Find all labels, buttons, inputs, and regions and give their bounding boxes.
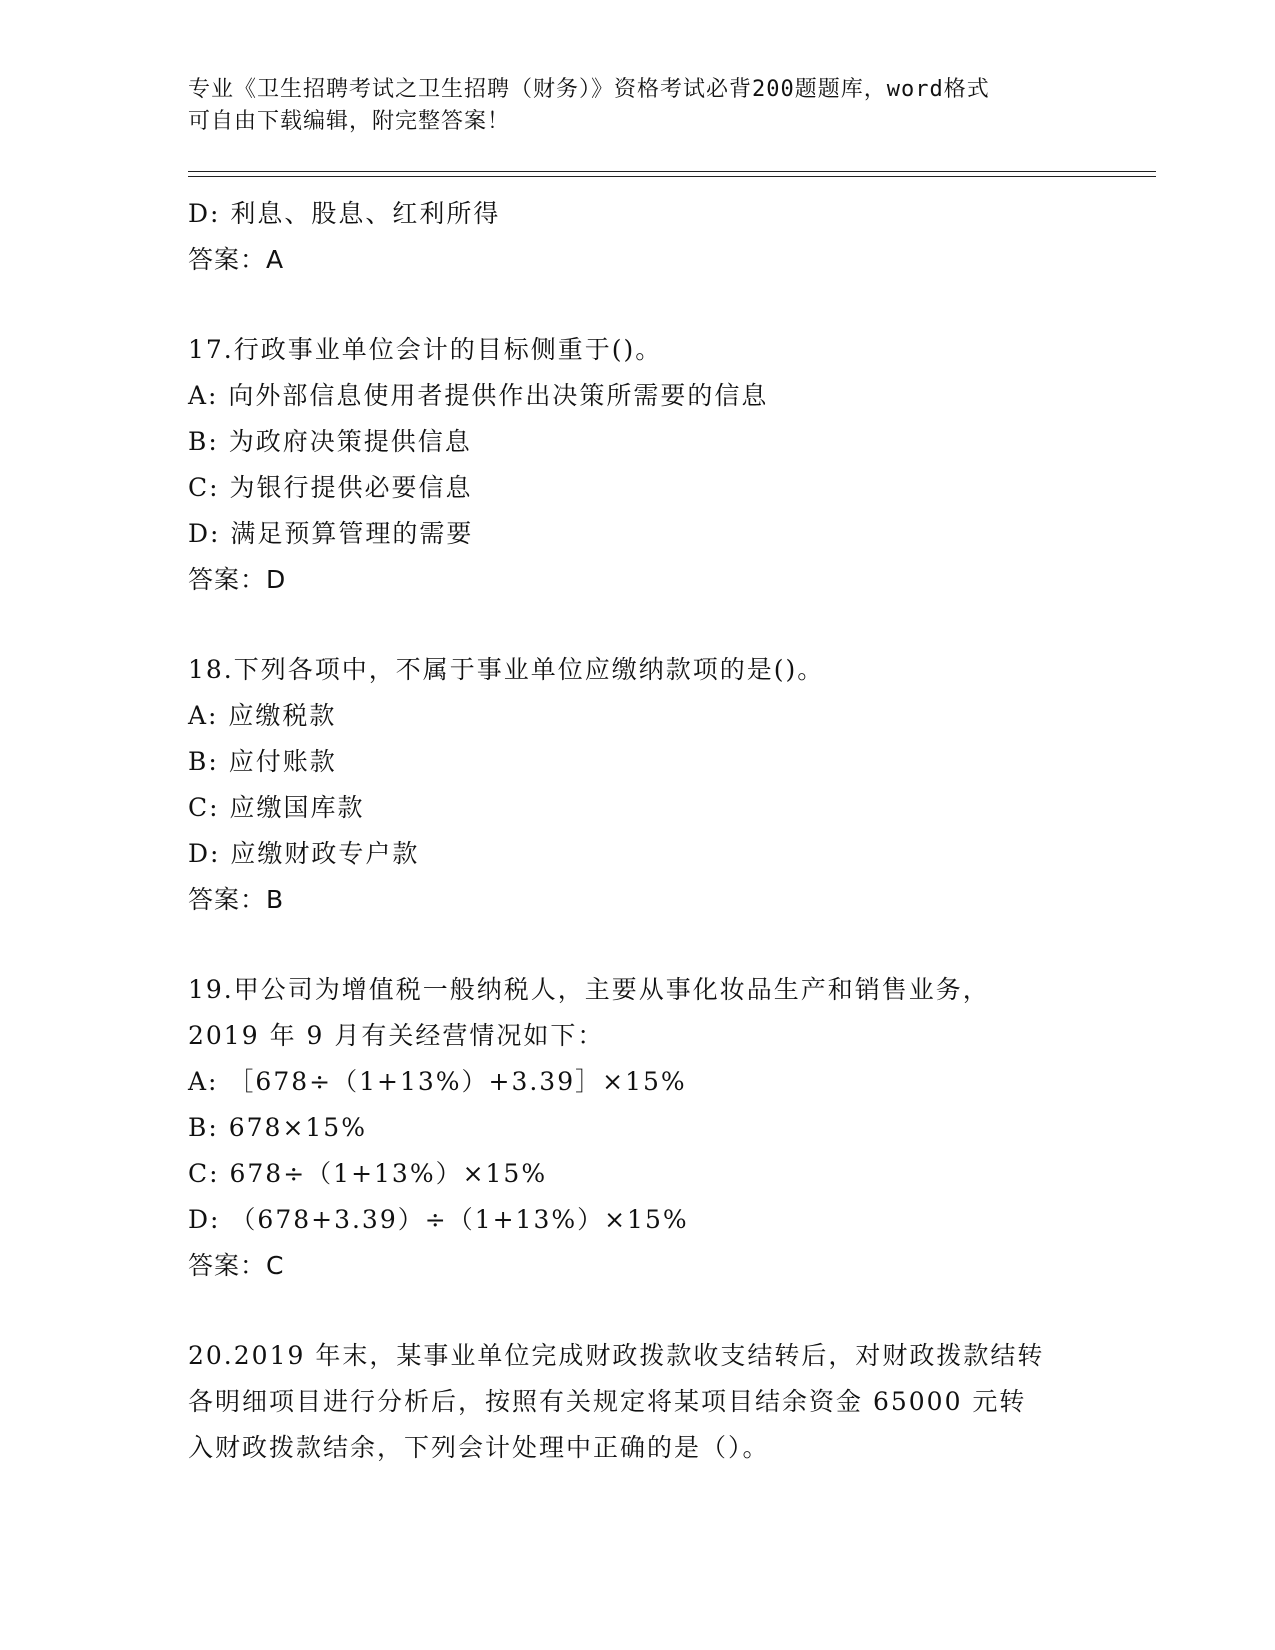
header-title-line-1: 专业《卫生招聘考试之卫生招聘（财务）》资格考试必背200题题库，word格式: [188, 77, 990, 102]
question-stem-line-1: 19.甲公司为增值税一般纳税人，主要从事化妆品生产和销售业务，: [188, 975, 990, 1004]
option-a: A: ［678÷（1+13%）+3.39］×15%: [188, 1067, 687, 1096]
question-19: [188, 967, 1088, 1289]
option-c: C: 为银行提供必要信息: [188, 473, 473, 502]
question-stem: 17.行政事业单位会计的目标侧重于()。: [188, 335, 663, 364]
question-stem-line-3: 入财政拨款结余，下列会计处理中正确的是（）。: [188, 1433, 770, 1462]
header-divider-bottom: [188, 176, 1156, 177]
prev-answer: 答案：A: [188, 245, 285, 274]
answer: 答案：D: [188, 565, 287, 594]
question-18: [188, 647, 1088, 923]
option-b: B: 应付账款: [188, 747, 337, 776]
option-c: C: 678÷（1+13%）×15%: [188, 1159, 548, 1188]
question-stem-line-2: 各明细项目进行分析后，按照有关规定将某项目结余资金 65000 元转: [188, 1387, 1027, 1416]
option-a: A: 应缴税款: [188, 701, 337, 730]
question-stem-line-2: 2019 年 9 月有关经营情况如下：: [188, 1021, 605, 1050]
prev-option-d: D: 利息、股息、红利所得: [188, 199, 501, 228]
option-b: B: 为政府决策提供信息: [188, 427, 472, 456]
question-17: [188, 327, 1088, 603]
answer: 答案：C: [188, 1251, 285, 1280]
option-c: C: 应缴国库款: [188, 793, 365, 822]
question-stem-line-1: 20.2019 年末，某事业单位完成财政拨款收支结转后，对财政拨款结转: [188, 1341, 1045, 1370]
option-d: D: 满足预算管理的需要: [188, 519, 474, 548]
question-stem: 18.下列各项中，不属于事业单位应缴纳款项的是()。: [188, 655, 825, 684]
header-title-line-2: 可自由下载编辑，附完整答案！: [188, 109, 511, 134]
option-d: D: 应缴财政专户款: [188, 839, 420, 868]
document-header: [188, 74, 1088, 138]
option-a: A: 向外部信息使用者提供作出决策所需要的信息: [188, 381, 769, 410]
question-20: [188, 1333, 1088, 1471]
answer: 答案：B: [188, 885, 285, 914]
header-divider-top: [188, 171, 1156, 172]
option-d: D: （678+3.39）÷（1+13%）×15%: [188, 1205, 689, 1234]
option-b: B: 678×15%: [188, 1113, 367, 1142]
question-list: [188, 191, 1088, 1471]
